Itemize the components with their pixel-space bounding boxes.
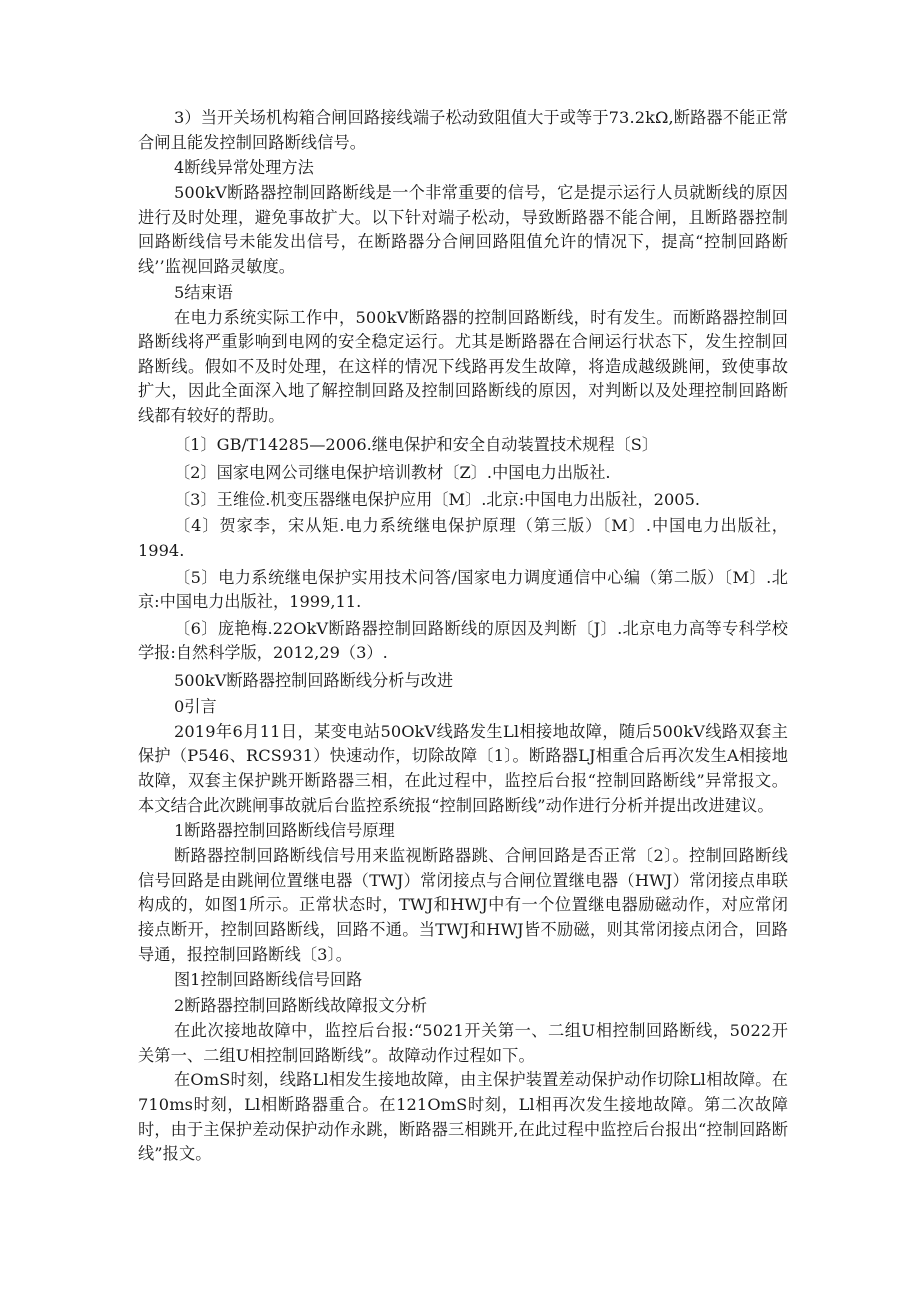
reference-1: 〔1〕GB/T14285—2006.继电保护和安全自动装置技术规程〔S〕 (174, 434, 659, 454)
reference-2: 〔2〕国家电网公司继电保护培训教材〔Z〕.中国电力出版社. (174, 463, 611, 483)
paragraph-fault-sequence: 在OmS时刻，线路Ll相发生接地故障，由主保护装置差动保护动作切除Ll相故障。在710ms时刻，Ll相断路器重合。在121OmS时刻，Ll相再次发生接地故障。第二次故障时，由于主保护差动保护动作永跳，断路器三相跳开,在此过程中监控后台报出“控制回路断线”报文。 (138, 1070, 788, 1164)
paragraph-fault-report: 在此次接地故障中，监控后台报:“5021开关第一、二组U相控制回路断线，5022开关第一、二组U相控制回路断线”。故障动作过程如下。 (138, 1021, 788, 1065)
paragraph-item-3: 3）当开关场机构箱合闸回路接线端子松动致阻值大于或等于73.2kΩ,断路器不能正常合闸且能发控制回路断线信号。 (138, 108, 788, 152)
paragraph-introduction: 2019年6月11日，某变电站50OkV线路发生Ll相接地故障，随后500kV线路双套主保护（P546、RCS931）快速动作，切除故障〔1〕。断路器LJ相重合后再次发生A相接地故障，双套主保护跳开断路器三相，在此过程中，监控后台报“控制回路断线”异常报文。本文结合此次跳闸事故就后台监控系统报“控制回路断线”动作进行分析并提出改进建议。 (138, 721, 788, 815)
section-heading-0: 0引言 (174, 696, 217, 716)
paragraph-signal-principle: 断路器控制回路断线信号用来监视断路器跳、合闸回路是否正常〔2〕。控制回路断线信号回路是由跳闸位置继电器（TWJ）常闭接点与合闸位置继电器（HWJ）常闭接点串联构成的，如图1所示。正常状态时，TWJ和HWJ中有一个位置继电器励磁动作，对应常闭接点断开，控制回路断线，回路不通。当TWJ和HWJ皆不励磁，则其常闭接点闭合，回路导通，报控制回路断线〔3〕。 (138, 846, 788, 964)
paragraph-conclusion: 在电力系统实际工作中，500kV断路器的控制回路断线，时有发生。而断路器控制回路断线将严重影响到电网的安全稳定运行。尤其是断路器在合闸运行状态下，发生控制回路断线。假如不及时处理，在这样的情况下线路再发生故障，将造成越级跳闸，致使事故扩大，因此全面深入地了解控制回路及控制回路断线的原因，对判断以及处理控制回路断线都有较好的帮助。 (138, 307, 788, 425)
paragraph-handling-method: 500kV断路器控制回路断线是一个非常重要的信号，它是提示运行人员就断线的原因进行及时处理，避免事故扩大。以下针对端子松动，导致断路器不能合闸，且断路器控制回路断线信号未能发出信号，在断路器分合闸回路阻值允许的情况下，提高“控制回路断线’’监视回路灵敏度。 (138, 183, 788, 276)
reference-5: 〔5〕电力系统继电保护实用技术问答/国家电力调度通信中心编（第二版）〔M〕.北京:中国电力出版社，1999,11. (138, 567, 788, 612)
section-heading-1: 1断路器控制回路断线信号原理 (174, 821, 395, 841)
document-page (138, 106, 788, 1167)
section-heading-2: 2断路器控制回路断线故障报文分析 (174, 996, 428, 1016)
article-title: 500kV断路器控制回路断线分析与改进 (174, 670, 454, 690)
reference-6: 〔6〕庞艳梅.22OkV断路器控制回路断线的原因及判断〔J〕.北京电力高等专科学校学报:自然科学版，2012,29（3）. (138, 618, 788, 663)
figure-caption-1: 图1控制回路断线信号回路 (174, 970, 363, 990)
reference-4: 〔4〕贺家李，宋从矩.电力系统继电保护原理（第三版）〔M〕.中国电力出版社，1994. (138, 516, 788, 560)
reference-3: 〔3〕王维俭.机变压器继电保护应用〔M〕.北京:中国电力出版社，2005. (174, 489, 701, 509)
section-heading-4: 4断线异常处理方法 (174, 158, 314, 178)
section-heading-5: 5结束语 (174, 282, 233, 302)
